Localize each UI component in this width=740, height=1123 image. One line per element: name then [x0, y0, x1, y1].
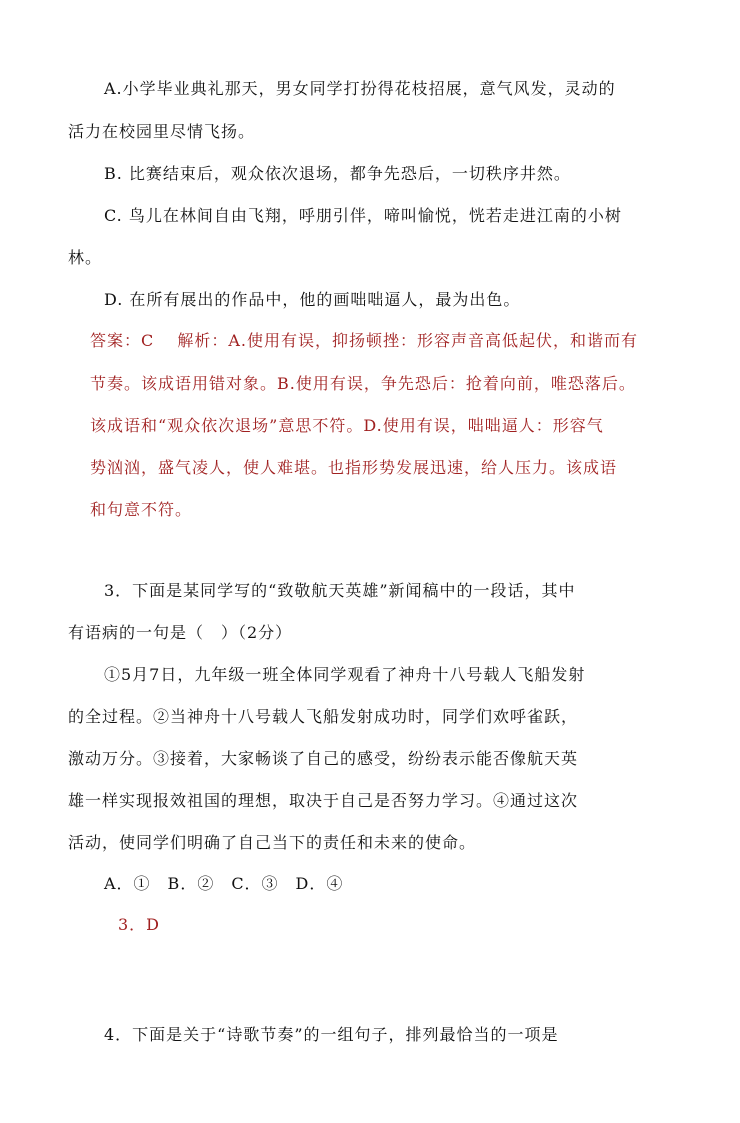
q2-option-d: D. 在所有展出的作品中，他的画咄咄逼人，最为出色。 — [104, 290, 521, 309]
q2-option-c-line2: 林。 — [68, 248, 103, 267]
q3-passage-line4: 雄一样实现报效祖国的理想，取决于自己是否努力学习。④通过这次 — [68, 791, 579, 810]
q3-answer: 3．D — [118, 915, 161, 934]
q3-stem-line2: 有语病的一句是（ ）（2分） — [68, 623, 293, 642]
q2-answer-line3: 该成语和“观众依次退场”意思不符。D.使用有误，咄咄逼人：形容气 — [90, 416, 604, 435]
q2-answer-line1: 答案：C 解析：A.使用有误，抑扬顿挫：形容声音高低起伏，和谐而有 — [90, 331, 638, 350]
q3-passage-line2: 的全过程。②当神舟十八号载人飞船发射成功时，同学们欢呼雀跃， — [68, 707, 579, 726]
q4-stem: 4．下面是关于“诗歌节奏”的一组句子，排列最恰当的一项是 — [104, 1025, 559, 1044]
q3-passage-line3: 激动万分。③接着，大家畅谈了自己的感受，纷纷表示能否像航天英 — [68, 749, 579, 768]
q3-options: A．① B．② C．③ D．④ — [104, 874, 344, 893]
q2-option-b: B. 比赛结束后，观众依次退场，都争先恐后，一切秩序井然。 — [104, 164, 571, 183]
q3-passage-line5: 活动，使同学们明确了自己当下的责任和未来的使命。 — [68, 833, 477, 852]
q2-answer-line5: 和句意不符。 — [90, 500, 193, 519]
q2-option-a-line1: A.小学毕业典礼那天，男女同学打扮得花枝招展，意气风发，灵动的 — [104, 79, 616, 98]
q3-stem-line1: 3．下面是某同学写的“致敬航天英雄”新闻稿中的一段话，其中 — [104, 581, 576, 600]
q2-option-a-line2: 活力在校园里尽情飞扬。 — [68, 122, 256, 141]
q2-answer-line4: 势汹汹，盛气凌人，使人难堪。也指形势发展迅速，给人压力。该成语 — [90, 458, 618, 477]
q2-answer-line2: 节奏。该成语用错对象。B.使用有误，争先恐后：抢着向前，唯恐落后。 — [90, 374, 636, 393]
q3-passage-line1: ①5月7日，九年级一班全体同学观看了神舟十八号载人飞船发射 — [104, 665, 586, 684]
q2-option-c-line1: C. 鸟儿在林间自由飞翔，呼朋引伴，啼叫愉悦，恍若走进江南的小树 — [104, 206, 622, 225]
